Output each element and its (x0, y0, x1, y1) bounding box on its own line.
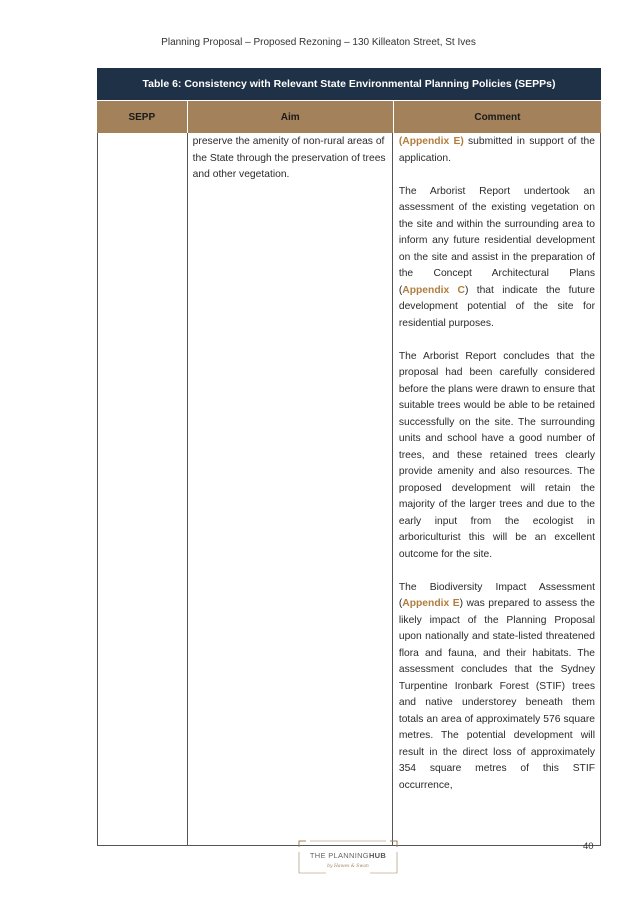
page-number: 40 (583, 841, 594, 852)
comment-text: The Arborist Report undertook an assessment of the existing vegetation on the site and within the surrounding area to inform any future residential development on the site and assist in the preparation of the Concept Architectural Plans ( (398, 185, 595, 296)
comment-text: ) that indicate the future development potential of the site for residential purposes. (398, 284, 595, 329)
table-title: Table 6: Consistency with Relevant State Environmental Planning Policies (SEPPs) (97, 68, 601, 100)
comment-paragraph-1 (399, 134, 595, 167)
appendix-e-reference: (Appendix E) (398, 136, 464, 147)
comment-cell (393, 133, 600, 845)
table-column-headers (97, 100, 601, 133)
column-header-comment: Comment (474, 111, 521, 123)
comment-text: ) was prepared to assess the likely impact of the Planning Proposal upon nationally and state-listed threatened flora and fauna, and their habitats. The assessment concludes that the Sydney Turpentine Ironbark Forest (STIF) trees and native understorey beneath them totals an area of approximately 576 square metres. The potential development will result in the direct loss of approximately 354 square metres of this STIF occurrence, (398, 598, 595, 791)
sepp-consistency-table (97, 68, 601, 846)
aim-cell (188, 133, 393, 845)
sepp-cell (98, 133, 188, 845)
appendix-c-reference: Appendix C (402, 284, 465, 296)
table-row (97, 133, 601, 846)
comment-text: The Biodiversity Impact Assessment ( (398, 581, 595, 609)
comment-paragraph-3: The Arborist Report concludes that the proposal had been carefully considered before the plans were drawn to ensure that suitable trees would be able to be retained successfully on the site. The surrounding units and school have a good number of trees, and these retained trees clearly provide amenity and also resources. The proposed development will retain the majority of the larger trees and due to the early input from the ecologist in arboriculturist this will be an excellent outcome for the site. (398, 350, 595, 560)
comment-paragraph-2 (399, 184, 595, 333)
column-header-sepp: SEPP (97, 101, 188, 133)
planning-hub-logo (298, 840, 398, 874)
comment-text: submitted in support of the application. (398, 136, 595, 164)
aim-text: preserve the amenity of non-rural areas of the State through the preservation of trees and other vegetation. (192, 136, 386, 180)
logo-wordmark: THE PLANNINGHUB (309, 851, 387, 860)
comment-paragraph-4 (399, 580, 595, 795)
column-header-aim: Aim (188, 101, 394, 133)
logo-tagline: by Hawes & Swan (327, 864, 369, 869)
appendix-e-reference: Appendix E (402, 598, 460, 609)
page-header: Planning Proposal – Proposed Rezoning – 130 Killeaton Street, St Ives (161, 37, 476, 48)
